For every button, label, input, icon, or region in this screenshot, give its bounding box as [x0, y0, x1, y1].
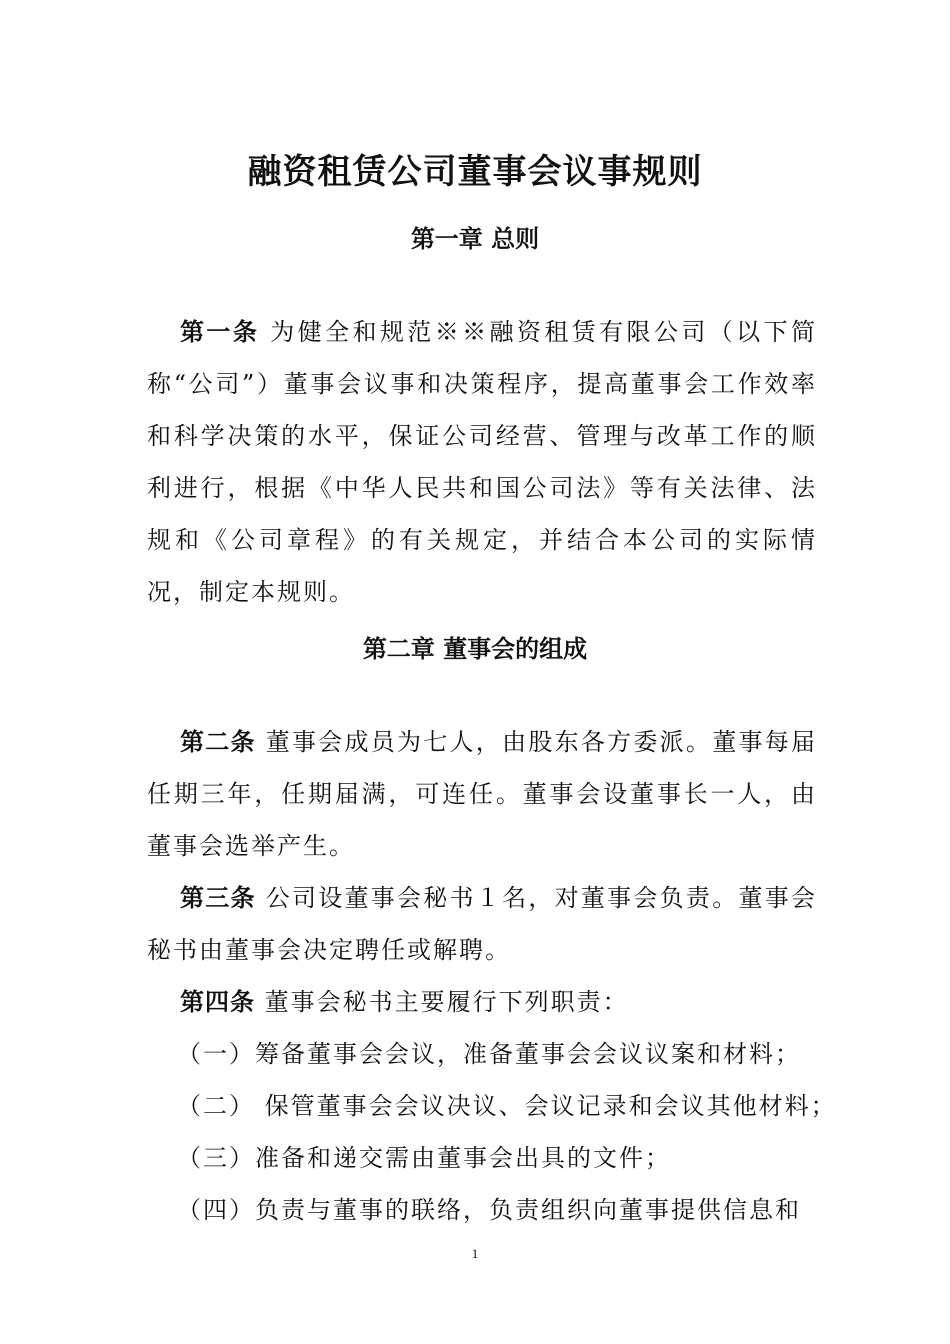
list-item: （二） 保管董事会会议决议、会议记录和会议其他材料；: [177, 1092, 837, 1120]
list-item: （四）负责与董事的联络，负责组织向董事提供信息和: [177, 1196, 801, 1224]
article-block-2: [147, 716, 837, 1236]
article-2: [147, 716, 817, 872]
list-item: （一）筹备董事会会议，准备董事会会议议案和材料；: [177, 1040, 801, 1068]
article-text: 董事会成员为七人，由股东各方委派。董事每届任期三年，任期届满，可连任。董事会设董事长一人，由董事会选举产生。: [147, 728, 817, 860]
chapter-heading-board-composition: 第二章 董事会的组成: [362, 634, 588, 663]
article-label: 第一条: [180, 317, 260, 346]
article-text: 董事会秘书主要履行下列职责：: [255, 988, 629, 1016]
list-item: （三）准备和递交需由董事会出具的文件；: [177, 1144, 671, 1172]
article-1: [147, 306, 817, 618]
article-text: 公司设董事会秘书１名，对董事会负责。董事会秘书由董事会决定聘任或解聘。: [147, 884, 817, 964]
article-label: 第四条: [180, 987, 255, 1016]
chapter-heading-general: 第一章 总则: [410, 224, 540, 253]
document-title: 融资租赁公司董事会议事规则: [247, 152, 703, 192]
article-4: [147, 976, 817, 1028]
article-label: 第二条: [180, 727, 256, 756]
article-block-1: [147, 306, 817, 618]
article-text: 为健全和规范※※融资租赁有限公司（以下简称“公司”）董事会议事和决策程序，提高董事会工作效率和科学决策的水平，保证公司经营、管理与改革工作的顺利进行，根据《中华人民共和国公司法》等有关法律、法规和《公司章程》的有关规定，并结合本公司的实际情况，制定本规则。: [147, 318, 818, 606]
article-3: [147, 872, 817, 976]
article-label: 第三条: [180, 883, 256, 912]
page-number: 1: [471, 1246, 479, 1261]
